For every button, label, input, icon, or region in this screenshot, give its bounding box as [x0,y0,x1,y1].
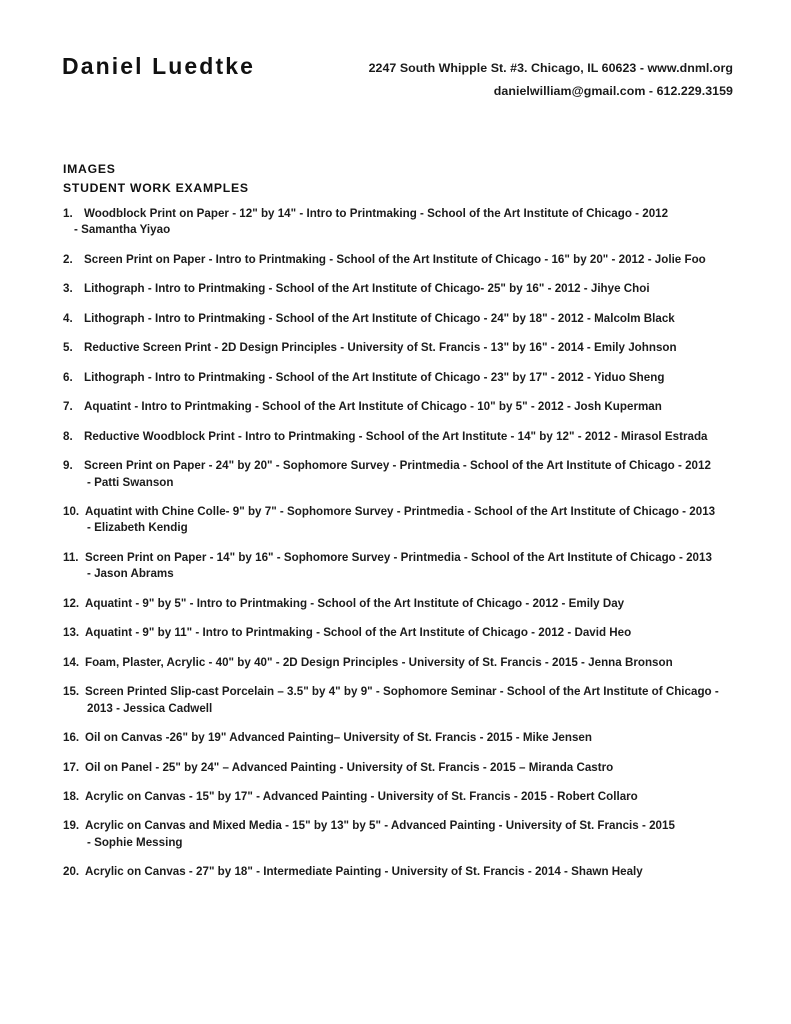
list-item-number: 9. [63,459,73,473]
list-item [63,370,753,386]
contact-address-line: 2247 South Whipple St. #3. Chicago, IL 60623 - www.dnml.org [368,61,733,75]
list-item-number: 1. [63,207,73,220]
list-item-number: 20. [63,865,80,879]
page-title: Daniel Luedtke [62,53,255,79]
list-item-text: Acrylic on Canvas and Mixed Media - 15" by 13" by 5" - Advanced Painting - University of St. Francis - 2015 [85,819,675,833]
list-item-primary-line [63,684,753,700]
list-item [63,625,753,641]
list-item-text: Lithograph - Intro to Printmaking - School of the Art Institute of Chicago - 24" by 18" - 2012 - Malcolm Black [84,311,675,325]
list-item [63,504,753,537]
list-item [63,281,753,297]
student-work-list [63,206,753,894]
list-item-text: Lithograph - Intro to Printmaking - School of the Art Institute of Chicago- 25" by 16" - 2012 - Jihye Choi [84,282,650,296]
list-item [63,655,753,671]
contact-email-phone-line: danielwilliam@gmail.com - 612.229.3159 [493,83,733,98]
list-item-number: 16. [63,731,80,745]
list-item-text: Aquatint with Chine Colle- 9" by 7" - Sophomore Survey - Printmedia - School of the Art Institute of Chicago - 2013 [85,504,716,518]
list-item-text: - Sophie Messing [87,835,183,849]
list-item-primary-line [63,596,753,612]
list-item-continuation [63,520,753,536]
list-item-primary-line [63,340,753,356]
list-item-text: Oil on Panel - 25" by 24" – Advanced Painting - University of St. Francis - 2015 – Miranda Castro [85,760,614,774]
list-item-continuation [63,835,753,851]
list-item-text: Foam, Plaster, Acrylic - 40" by 40" - 2D Design Principles - University of St. Francis - 2015 - Jenna Bronson [85,655,673,669]
list-item-number: 5. [63,341,73,355]
list-item-primary-line [63,504,753,520]
list-item-number: 6. [63,370,73,384]
list-item-text: Aquatint - 9" by 11" - Intro to Printmaking - School of the Art Institute of Chicago - 2012 - David Heo [85,626,632,640]
list-item-text: Woodblock Print on Paper - 12" by 14" - Intro to Printmaking - School of the Art Institute of Chicago - 2012 [84,207,669,220]
list-item-primary-line [63,550,753,566]
list-item-number: 4. [63,311,73,325]
list-item-primary-line [63,789,753,805]
list-item-primary-line [63,429,753,445]
list-item [63,730,753,746]
list-item-number: 15. [63,685,80,699]
list-item [63,684,753,717]
list-item-number: 17. [63,760,80,774]
list-item [63,550,753,583]
list-item-primary-line [63,655,753,671]
list-item-number: 3. [63,282,73,296]
section-headings [63,160,249,198]
list-item [63,789,753,805]
list-item [63,429,753,445]
list-item-text: Screen Printed Slip-cast Porcelain – 3.5" by 4" by 9" - Sophomore Seminar - School of the Art Institute of Chicago - [85,685,719,699]
list-item-primary-line [63,625,753,641]
list-item-number: 19. [63,819,80,833]
list-item-primary-line [63,370,753,386]
list-item [63,596,753,612]
list-item [63,206,753,239]
list-item-text: Aquatint - 9" by 5" - Intro to Printmaking - School of the Art Institute of Chicago - 2012 - Emily Day [85,596,625,610]
list-item-primary-line [63,399,753,415]
list-item-number: 14. [63,655,80,669]
list-item-continuation [63,475,753,491]
contact-block [369,57,733,103]
list-item-text: Screen Print on Paper - Intro to Printmaking - School of the Art Institute of Chicago - 16" by 20" - 2012 - Jolie Foo [84,252,706,266]
list-item-text: 2013 - Jessica Cadwell [87,701,213,715]
list-item-text: - Samantha Yiyao [74,223,171,237]
list-item-primary-line [63,281,753,297]
list-item-text: Acrylic on Canvas - 27" by 18" - Intermediate Painting - University of St. Francis - 2014 - Shawn Healy [85,865,643,879]
list-item-text: Screen Print on Paper - 24" by 20" - Sophomore Survey - Printmedia - School of the Art Institute of Chicago - 2012 [84,459,711,473]
list-item-number: 7. [63,400,73,414]
list-item-continuation [63,222,753,238]
section-heading-images: IMAGES [63,162,116,176]
list-item-text: - Patti Swanson [87,475,174,489]
list-item-primary-line [63,252,753,268]
list-item-text: Acrylic on Canvas - 15" by 17" - Advanced Painting - University of St. Francis - 2015 - Robert Collaro [85,789,638,803]
list-item-number: 18. [63,789,80,803]
list-item-continuation [63,566,753,582]
document-header [0,54,791,114]
list-item-text: - Elizabeth Kendig [87,521,188,535]
list-item-primary-line [63,311,753,327]
list-item-text: Aquatint - Intro to Printmaking - School of the Art Institute of Chicago - 10" by 5" - 2012 - Josh Kuperman [84,400,662,414]
list-item [63,864,753,880]
list-item [63,340,753,356]
list-item-text: Reductive Woodblock Print - Intro to Printmaking - School of the Art Institute - 14" by 12" - 2012 - Mirasol Estrada [84,429,708,443]
list-item-number: 13. [63,626,80,640]
list-item-number: 10. [63,504,80,518]
list-item-number: 2. [63,252,73,266]
list-item [63,818,753,851]
list-item [63,458,753,491]
list-item-number: 12. [63,596,80,610]
list-item-text: Lithograph - Intro to Printmaking - School of the Art Institute of Chicago - 23" by 17" - 2012 - Yiduo Sheng [84,370,665,384]
list-item-primary-line [63,760,753,776]
list-item-primary-line [63,206,753,222]
list-item [63,399,753,415]
list-item [63,760,753,776]
list-item-text: Reductive Screen Print - 2D Design Principles - University of St. Francis - 13" by 16" - 2014 - Emily Johnson [84,341,677,355]
list-item-primary-line [63,818,753,834]
list-item-text: - Jason Abrams [87,567,174,581]
list-item-primary-line [63,864,753,880]
list-item-number: 11. [63,550,79,564]
list-item [63,311,753,327]
list-item [63,252,753,268]
section-heading-student-work-examples: STUDENT WORK EXAMPLES [63,180,249,195]
list-item-primary-line [63,458,753,474]
list-item-primary-line [63,730,753,746]
list-item-continuation [63,701,753,717]
list-item-text: Oil on Canvas -26" by 19" Advanced Painting– University of St. Francis - 2015 - Mike Jensen [85,731,592,745]
list-item-number: 8. [63,429,73,443]
list-item-text: Screen Print on Paper - 14" by 16" - Sophomore Survey - Printmedia - School of the Art Institute of Chicago - 2013 [85,550,712,564]
